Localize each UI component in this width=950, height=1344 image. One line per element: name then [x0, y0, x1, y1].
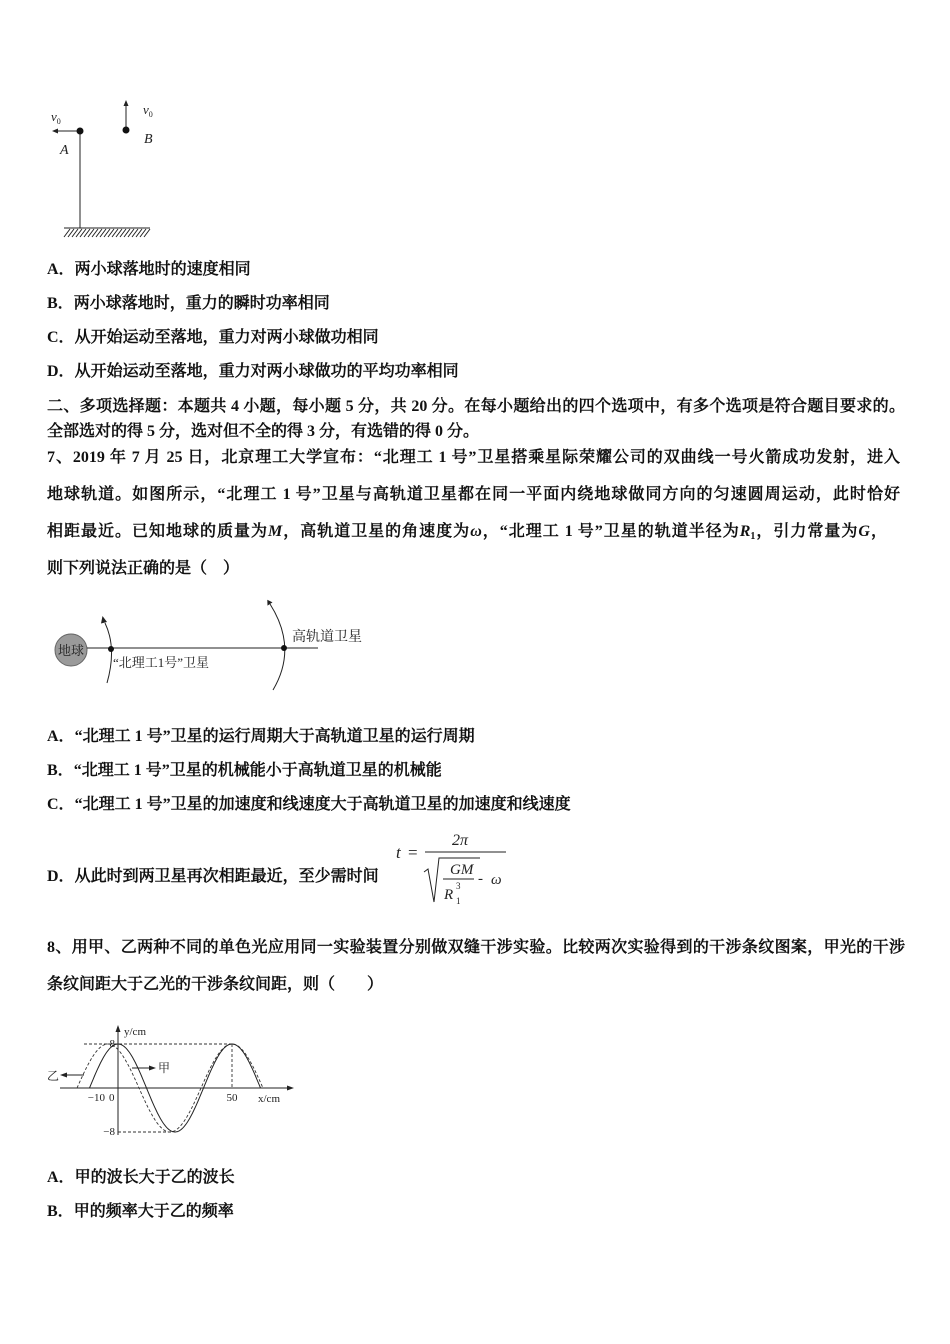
q7-option-d [47, 867, 379, 887]
wave-figure [45, 1020, 300, 1140]
low-orbit-arc [105, 623, 112, 683]
option-text: 从开始运动至落地，重力对两小球做功的平均功率相同 [74, 363, 459, 380]
ball-b-label: B [144, 132, 153, 147]
q7-stem-line-1: 7、2019 年 7 月 25 日，北京理工大学宣布：“北理工 1 号”卫星搭乘星际荣耀公司的双曲线一号火箭成功发射，进入 [47, 449, 900, 466]
section-heading-line-2: 全部选对的得 5 分，选对但不全的得 3 分，有选错的得 0 分。 [47, 423, 480, 440]
option-label: D． [47, 363, 75, 380]
formula-equals: = [408, 843, 418, 862]
x-neg-tick-label: −10 [87, 1092, 105, 1104]
option-label: B． [47, 1203, 74, 1220]
option-text: 两小球落地时的速度相同 [74, 261, 251, 278]
stem-text: ，“北理工 1 号”卫星的轨道半径为 [481, 523, 740, 540]
ball-b [123, 127, 130, 134]
x-axis-label: x/cm [258, 1093, 280, 1105]
velocity-label-a: $v_0$ [51, 109, 61, 126]
section-heading-line-1: 二、多项选择题：本题共 4 小题，每小题 5 分，共 20 分。在每小题给出的四个选项中，有多个选项是符合题目要求的。 [47, 398, 905, 415]
ground-hatching [64, 229, 150, 237]
formula-r: R [444, 887, 454, 903]
high-satellite-dot [281, 645, 287, 651]
y-axis-label: y/cm [124, 1026, 146, 1038]
x50-tick-label: 50 [226, 1092, 238, 1104]
earth-label: 地球 [57, 643, 85, 658]
velocity-label-b: $v_0$ [143, 102, 153, 119]
q8-stem-line-2: 条纹间距大于乙光的干涉条纹间距，则（ ） [47, 976, 384, 993]
option-text: “北理工 1 号”卫星的机械能小于高轨道卫星的机械能 [73, 762, 442, 779]
gravitational-constant-symbol: G [858, 523, 870, 540]
velocity-arrow-b-head [124, 100, 129, 106]
stem-text: 相距最近。已知地球的质量为 [47, 523, 268, 540]
ball-a-label: A [60, 143, 69, 158]
time-formula [388, 822, 513, 914]
q7-option-c [47, 795, 571, 815]
option-text: “北理工 1 号”卫星的加速度和线速度大于高轨道卫星的加速度和线速度 [74, 796, 571, 813]
wave-jia-arrow-head [149, 1066, 156, 1071]
wave-yi-arrow-head [60, 1073, 67, 1078]
bit1-satellite-dot [108, 646, 114, 652]
formula-numerator: 2π [452, 832, 469, 849]
q7-stem-line-3 [47, 522, 887, 542]
q6-option-a [47, 260, 251, 280]
stem-text: ， [869, 523, 887, 540]
mass-symbol: M [267, 523, 283, 540]
option-text: 从此时到两卫星再次相距最近，至少需时间 [74, 868, 379, 885]
q7-stem-line-2: 地球轨道。如图所示，“北理工 1 号”卫星与高轨道卫星都在同一平面内绕地球做同方向的匀速圆周运动，此时恰好 [47, 486, 900, 503]
option-label: A． [47, 1169, 75, 1186]
formula-gm: GM [450, 862, 474, 878]
projectile-figure [40, 95, 165, 245]
radius-symbol: $R_1$ [739, 523, 756, 542]
q7-option-a [47, 727, 475, 747]
formula-omega: ω [491, 872, 502, 888]
velocity-arrow-a-head [52, 129, 58, 134]
option-label: B． [47, 295, 74, 312]
wave-jia-label: 甲 [158, 1061, 171, 1075]
q8-option-a [47, 1168, 235, 1188]
formula-subscript: 1 [456, 896, 461, 906]
x-axis-arrow-head [287, 1086, 294, 1091]
high-satellite-label: 高轨道卫星 [292, 630, 362, 645]
option-label: A． [47, 728, 75, 745]
option-label: D． [47, 868, 75, 885]
q6-option-c [47, 328, 379, 348]
y-min-tick-label: −8 [103, 1126, 115, 1138]
y-max-tick-label: 8 [109, 1038, 115, 1050]
q7-option-b [47, 761, 442, 781]
option-text: 从开始运动至落地，重力对两小球做功相同 [74, 329, 379, 346]
stem-text: ，高轨道卫星的角速度为 [282, 523, 471, 540]
formula-minus: - [478, 871, 483, 887]
option-text: 甲的频率大于乙的频率 [73, 1203, 234, 1220]
low-orbit-arrow-head [101, 616, 107, 624]
option-text: “北理工 1 号”卫星的运行周期大于高轨道卫星的运行周期 [74, 728, 475, 745]
option-label: C． [47, 329, 75, 346]
formula-t: t [396, 843, 401, 862]
origin-label: 0 [109, 1092, 115, 1104]
option-text: 甲的波长大于乙的波长 [74, 1169, 235, 1186]
bit1-satellite-label: “北理工1号”卫星 [113, 655, 210, 670]
formula-exponent: 3 [456, 881, 461, 891]
y-axis-arrow-head [116, 1025, 121, 1032]
q7-stem-line-4: 则下列说法正确的是（ ） [47, 560, 240, 577]
ball-a [77, 128, 84, 135]
q6-option-b [47, 294, 330, 314]
option-label: A． [47, 261, 75, 278]
q6-option-d [47, 362, 459, 382]
wave-yi-label: 乙 [47, 1069, 60, 1083]
option-label: B． [47, 762, 74, 779]
option-text: 两小球落地时，重力的瞬时功率相同 [73, 295, 330, 312]
q8-stem-line-1: 8、用甲、乙两种不同的单色光应用同一实验装置分别做双缝干涉实验。比较两次实验得到的干涉条纹图案，甲光的干涉 [47, 939, 905, 956]
q8-option-b [47, 1202, 234, 1222]
stem-text: ，引力常量为 [755, 523, 859, 540]
option-label: C． [47, 796, 75, 813]
omega-symbol: ω [470, 523, 482, 540]
orbit-figure [45, 592, 380, 697]
